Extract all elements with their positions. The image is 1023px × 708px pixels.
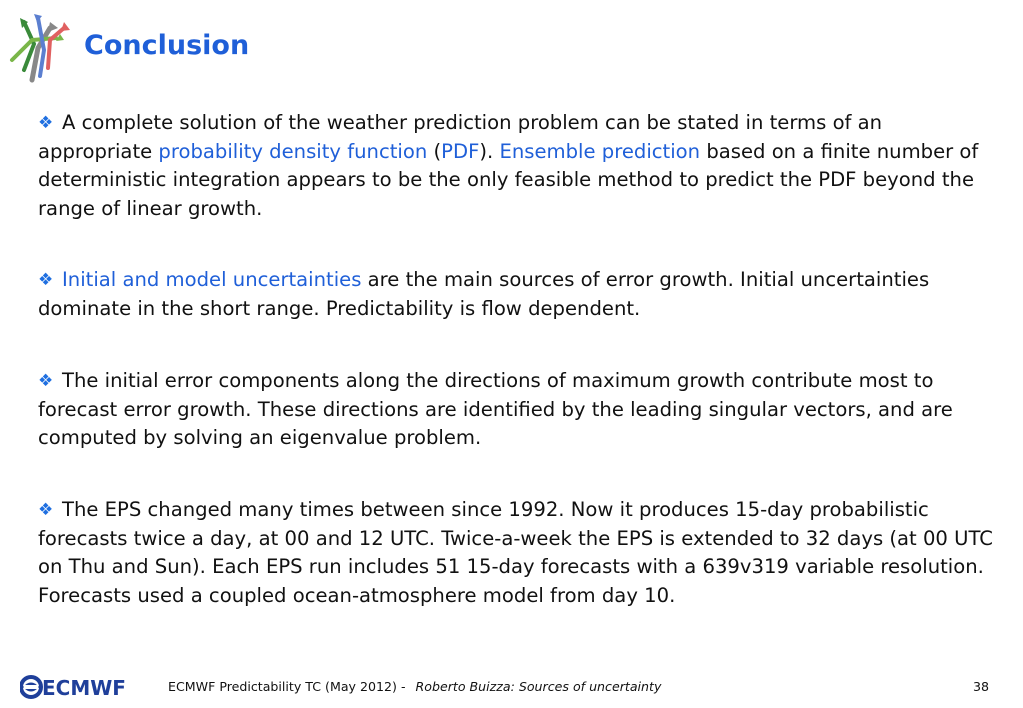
diamond-bullet-icon: ❖ [38,113,54,133]
paragraph-text: ). [479,139,500,163]
diamond-bullet-icon: ❖ [38,500,54,520]
diamond-bullet-icon: ❖ [38,270,54,290]
diamond-bullet-icon: ❖ [38,371,54,391]
svg-text:ECMWF: ECMWF [42,676,126,700]
footer-event: ECMWF Predictability TC (May 2012) - [168,679,410,694]
ecmwf-logo-icon [20,674,148,700]
bullet-paragraph [38,109,998,224]
paragraph-text: The initial error components along the directions of maximum growth contribute most to forecast error growth. These directions are identified by the leading singular vectors, and are computed by solving an eigenvalue problem. [38,369,953,450]
arrows-logo-icon [4,10,74,84]
bullet-paragraph [38,266,998,323]
paragraph-text: ( [427,139,442,163]
highlighted-term: Ensemble prediction [499,139,701,163]
highlighted-term: PDF [441,139,480,163]
bullet-paragraph [38,496,998,611]
page-number: 38 [972,679,989,694]
bullet-paragraph [38,367,998,453]
footer-author: Roberto Buizza: Sources of uncertainty [415,679,662,694]
footer-text [168,679,661,694]
slide-title: Conclusion [84,30,250,61]
paragraph-text: based on a finite number of deterministic integration appears to be the only feasible method to predict the PDF beyond the range of linear growth. [38,139,979,221]
highlighted-term: probability density function [158,139,428,163]
paragraph-text: A complete solution of the weather prediction problem can be stated in terms of an appropriate [38,111,883,163]
paragraph-text: The EPS changed many times between since 1992. Now it produces 15-day probabilistic forecasts twice a day, at 00 and 12 UTC. Twice-a-week the EPS is extended to 32 days (at 00 UTC on Thu and Sun). Each EPS run includes 51 15-day forecasts with a 639v319 variable resolution. Forecasts used a coupled ocean-atmosphere model from day 10. [38,498,993,608]
paragraph-text: are the main sources of error growth. Initial uncertainties dominate in the short range. Predictability is flow dependent. [38,268,930,320]
highlighted-term: Initial and model uncertainties [62,268,362,291]
